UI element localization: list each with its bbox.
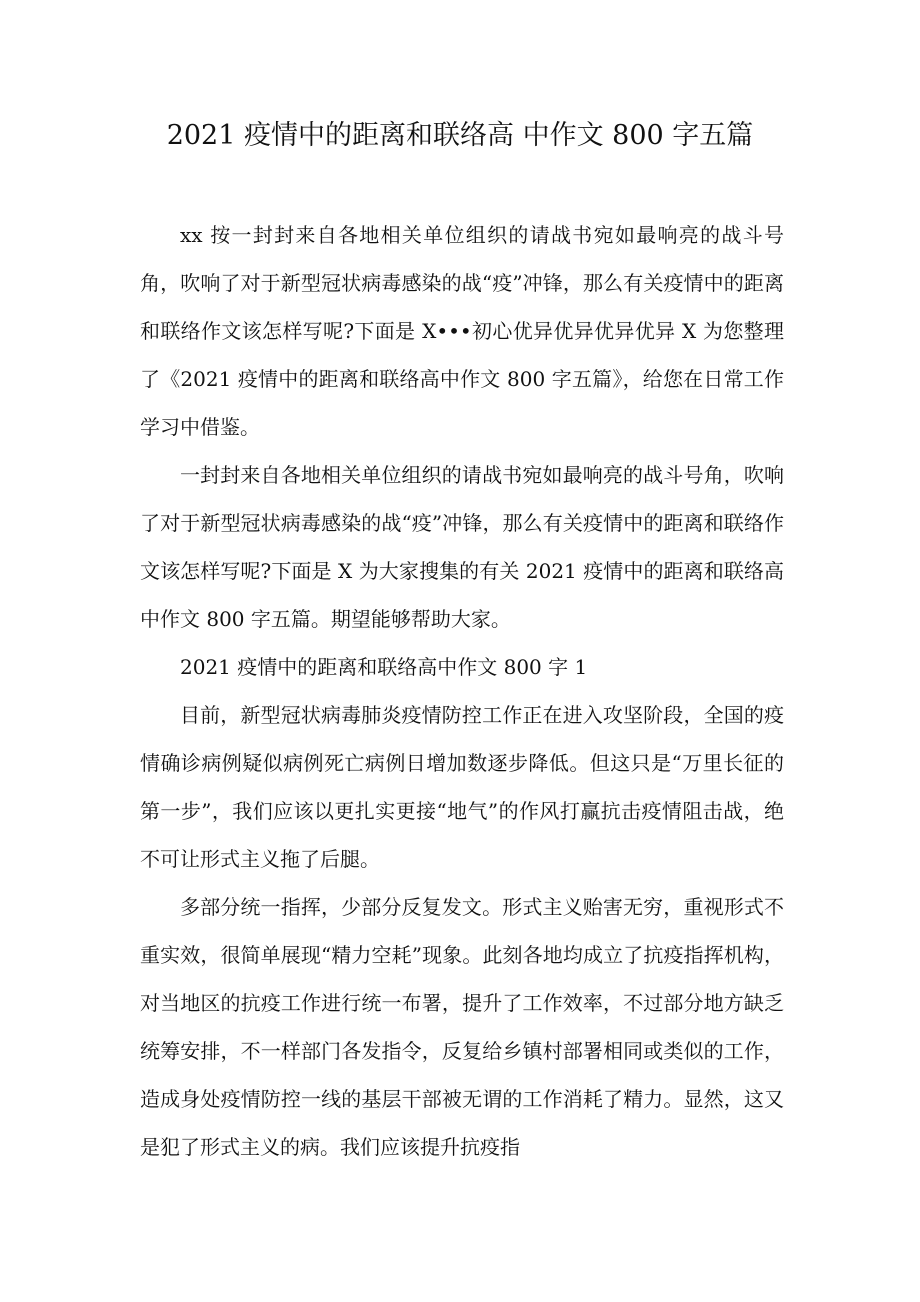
intro-paragraph-1: xx 按一封封来自各地相关单位组织的请战书宛如最响亮的战斗号角，吹响了对于新型冠状病毒感染的战“疫”冲锋，那么有关疫情中的距离和联络作文该怎样写呢?下面是 X•••初心优异优异优异优异 X 为您整理了《2021 疫情中的距离和联络高中作文 800 字五篇》，给您在日常工作学习中借鉴。: [140, 223, 784, 439]
document-body: [140, 211, 784, 1171]
intro-paragraph-2: 一封封来自各地相关单位组织的请战书宛如最响亮的战斗号角，吹响了对于新型冠状病毒感染的战“疫”冲锋，那么有关疫情中的距离和联络作文该怎样写呢?下面是 X 为大家搜集的有关 2021 疫情中的距离和联络高中作文 800 字五篇。期望能够帮助大家。: [140, 463, 784, 631]
essay-paragraph-1: 目前，新型冠状病毒肺炎疫情防控工作正在进入攻坚阶段，全国的疫情确诊病例疑似病例死亡病例日增加数逐步降低。但这只是“万里长征的第一步”，我们应该以更扎实更接“地气”的作风打赢抗击疫情阻击战，绝不可让形式主义拖了后腿。: [140, 703, 784, 871]
essay-paragraph-2: 多部分统一指挥，少部分反复发文。形式主义贻害无穷，重视形式不重实效，很简单展现“精力空耗”现象。此刻各地均成立了抗疫指挥机构，对当地区的抗疫工作进行统一布署，提升了工作效率，不过部分地方缺乏统筹安排，不一样部门各发指令，反复给乡镇村部署相同或类似的工作，造成身处疫情防控一线的基层干部被无谓的工作消耗了精力。显然，这又是犯了形式主义的病。我们应该提升抗疫指: [140, 895, 784, 1159]
essay-heading: 2021 疫情中的距离和联络高中作文 800 字 1: [180, 655, 588, 679]
document-title: 2021 疫情中的距离和联络高 中作文 800 字五篇: [166, 120, 754, 151]
